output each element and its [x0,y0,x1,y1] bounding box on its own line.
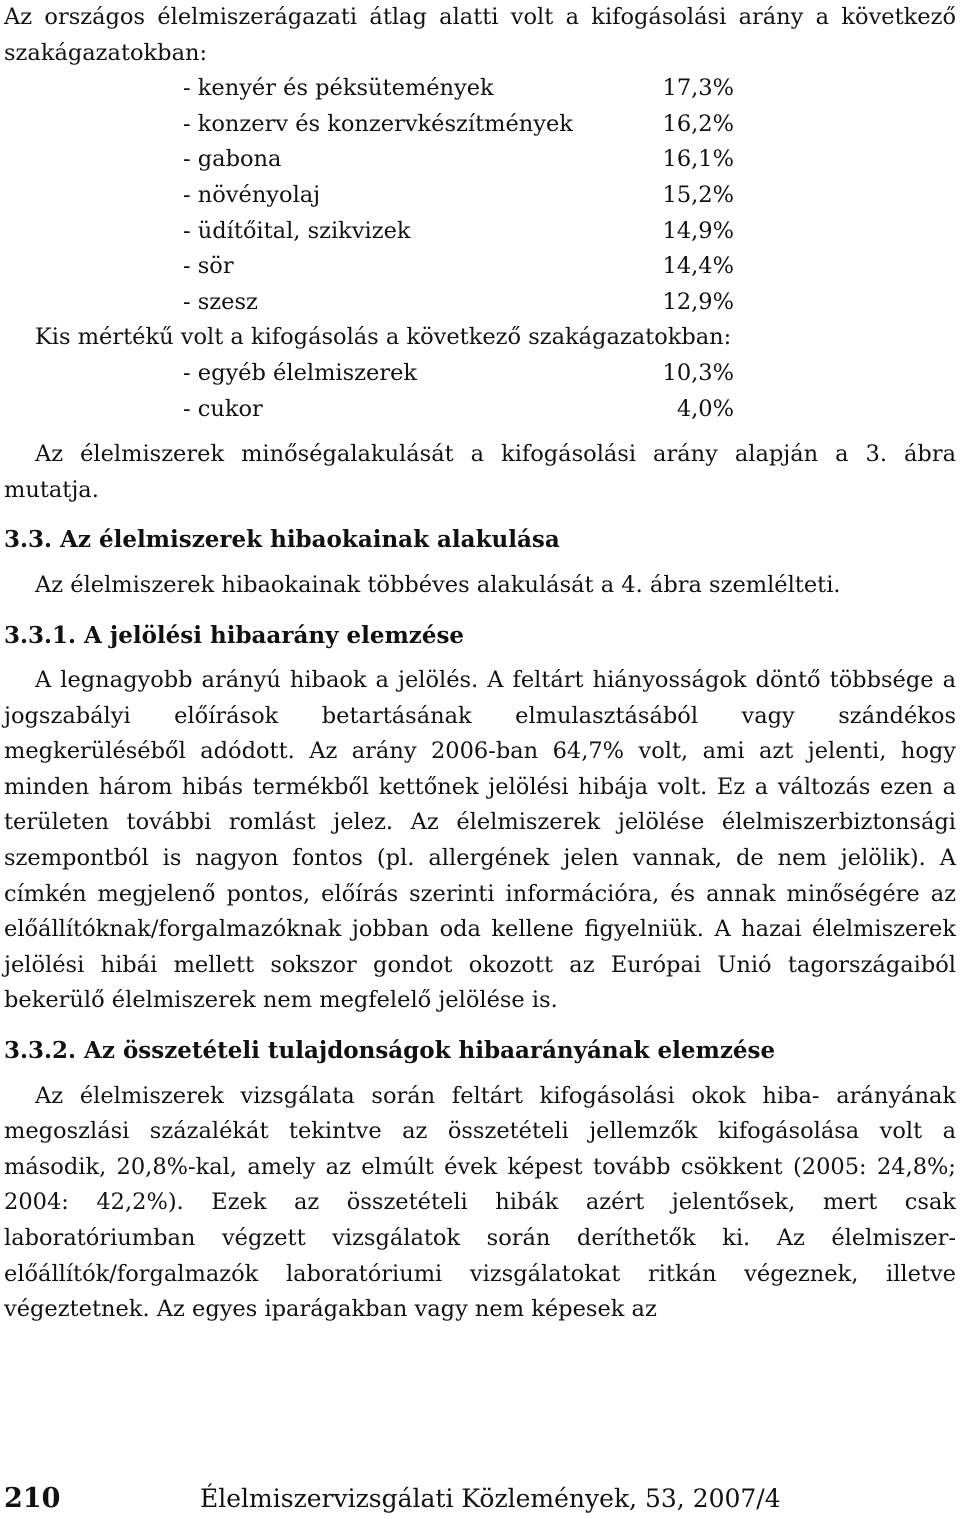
objection-rate: 14,4% [662,253,734,280]
objection-rate: 10,3% [662,359,734,386]
sector-name: - növényolaj [183,181,321,208]
list-item [4,392,956,428]
sector-name: - sör [183,253,234,280]
list-item [4,107,956,143]
composition-paragraph: Az élelmiszerek vizsgálata során feltárt kifogásolási okok hiba- arányának megoszlási százalékát tekintve az összetételi jellemzők kifogásolása volt a második, 20,8%-kal, amely az elmúlt évek képest tovább csökkent (2005: 24,8%; 2004: 42,2%). Ezek az összetételi hibák azért jelentősek, mert csak laboratóriumban végzett vizsgálatok során deríthetők ki. Az élelmiszer-előállítók/forgalmazók laboratóriumi vizsgálatokat ritkán végeznek, illetve végeztetnek. Az egyes iparágakban vagy nem képesek az [4,1082,956,1323]
section-heading-3-3: 3.3. Az élelmiszerek hibaokainak alakulása [4,526,560,554]
objection-rate: 15,2% [662,181,734,208]
page-body [4,0,956,1328]
list-item [4,214,956,250]
list-item [4,142,956,178]
objection-rate: 14,9% [662,217,734,244]
list-item [4,356,956,392]
sector-name: - kenyér és péksütemények [183,75,494,102]
list-item [4,178,956,214]
small-objection-sector-list [4,356,956,427]
labeling-paragraph: A legnagyobb arányú hibaok a jelölés. A feltárt hiányosságok döntő többsége a jogszabályi előírások betartásának elmulasztásából vagy szándékos megkerüléséből adódott. Az arány 2006-ban 64,7% volt, ami azt jelenti, hogy minden három hibás termékből kettőnek jelölési hibája volt. Ez a változás ezen a területen további romlást jelez. Az élelmiszerek jelölése élelmiszerbiztonsági szempontból is nagyon fontos (pl. allergének jelen vannak, de nem jelölik). A címkén megjelenő pontos, előírás szerinti információra, és annak minőségére az előállítóknak/forgalmazóknak jobban oda kellene figyelniük. A hazai élelmiszerek jelölési hibái mellett sokszor gondot okozott az Európai Unió tagországaiból bekerülő élelmiszerek nem megfelelő jelölése is. [4,667,956,1014]
sector-name: - cukor [183,395,263,422]
page-footer [4,1479,956,1519]
list-item [4,249,956,285]
sector-name: - egyéb élelmiszerek [183,359,418,386]
objection-rate: 12,9% [662,288,734,315]
objection-rate: 17,3% [662,75,734,102]
small-objection-intro: Kis mértékű volt a kifogásolás a következő szakágazatokban: [35,324,732,351]
figure4-reference-paragraph: Az élelmiszerek hibaokainak többéves alakulását a 4. ábra szemlélteti. [35,571,841,598]
figure3-reference-paragraph: Az élelmiszerek minőségalakulását a kifogásolási arány alapján a 3. ábra mutatja. [4,441,956,503]
section-heading-3-3-1: 3.3.1. A jelölési hibaarány elemzése [4,621,465,649]
sector-name: - konzerv és konzervkészítmények [183,110,573,137]
intro-paragraph: Az országos élelmiszerágazati átlag alatti volt a kifogásolási arány a következő szakágazatokban: [4,4,956,66]
list-item [4,71,956,107]
objection-rate: 16,1% [662,146,734,173]
below-average-sector-list [4,71,956,320]
objection-rate: 16,2% [662,110,734,137]
sector-name: - üdítőital, szikvizek [183,217,411,244]
section-heading-3-3-2: 3.3.2. Az összetételi tulajdonságok hibaarányának elemzése [4,1037,776,1065]
list-item [4,285,956,321]
sector-name: - gabona [183,146,282,173]
sector-name: - szesz [183,288,258,315]
objection-rate: 4,0% [676,395,734,422]
journal-citation: Élelmiszervizsgálati Közlemények, 53, 2007/4 [200,1484,781,1513]
page-number: 210 [4,1483,61,1514]
